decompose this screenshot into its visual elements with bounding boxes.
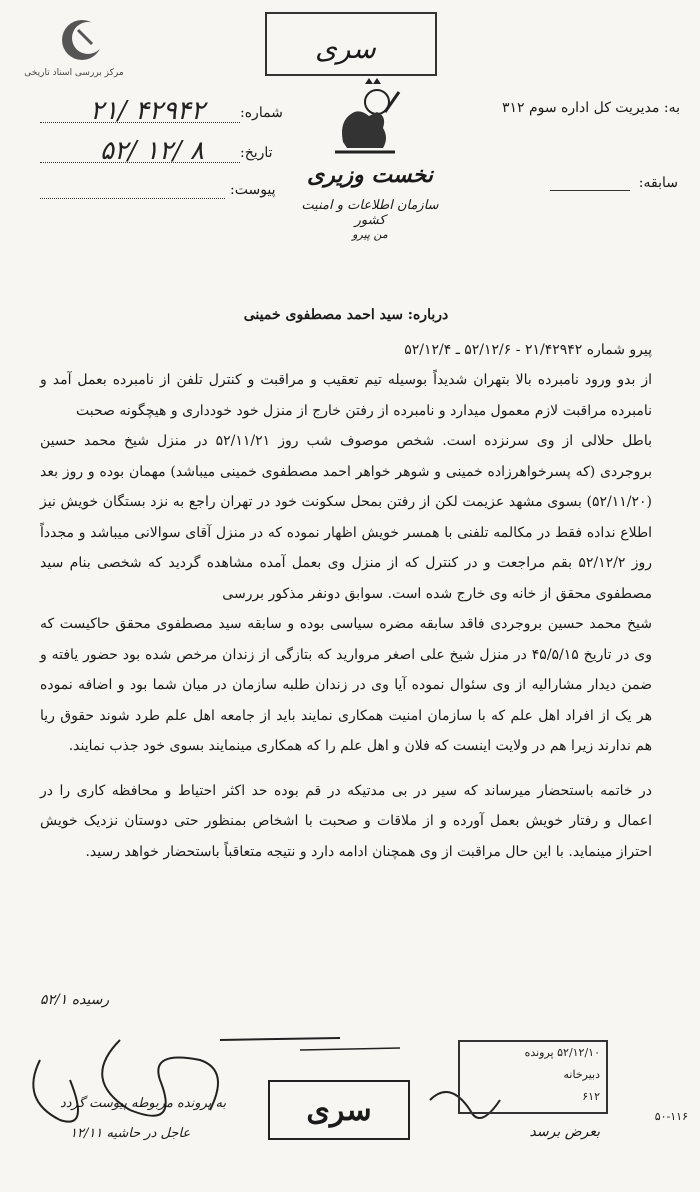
crescent-logo-icon (58, 18, 110, 62)
stamp-line-3: ۶۱۲ (582, 1090, 600, 1103)
ministry-title: نخست وزیری (307, 162, 433, 188)
letter-body (40, 300, 652, 867)
note-left-2: عاجل در حاشیه ۱۲/۱۱ (70, 1126, 191, 1141)
reference-underline (550, 190, 630, 191)
attachment-underline (40, 198, 225, 199)
reference-label: سابقه: (638, 175, 678, 191)
paragraph-3: شیخ محمد حسین بروجردی فاقد سابقه مضره سیاسی بوده و سابقه سید مصطفوی محقق حاکیست که وی در تاریخ ۴۵/۵/۱۵ در منزل شیخ علی اصغر مروارید که بتازگی از زندان مرخص شده بود حضور یافته و ضمن دیدار مشارالیه از وی سئوال نموده آیا وی در زندان طلبه سازمان در میان شما بود و اضافه نموده هر یک از افراد اهل علم که با سازمان امنیت همکاری نمایند باید از جامعه اهل علم طرد شوند حقوق ریا هم ندارند زیرا هم در ولایت اینست که فلان و اهل علم را که همکاری مینمایند بسوی خود جذب نمایند. (40, 616, 652, 754)
archive-logo (14, 18, 134, 88)
ending-note: رسیده ۵۲/۱ (40, 992, 110, 1008)
recipient-line: به: مدیریت کل اداره سوم ۳۱۲ (501, 100, 680, 116)
date-label: تاریخ: (240, 145, 273, 161)
logo-caption: مرکز بررسی اسناد تاریخی (24, 68, 124, 78)
organization-name: سازمان اطلاعات و امنیت کشور (301, 198, 439, 228)
stamp-line-1: ۵۲/۱۲/۱۰ پرونده (524, 1046, 600, 1059)
lion-and-sun-emblem-icon (325, 72, 405, 160)
secret-stamp: سری (268, 1080, 410, 1140)
stamp-line-2: دبیرخانه (563, 1068, 600, 1081)
number-value: ۲۱/ ۴۲۹۴۲ (90, 96, 205, 126)
number-underline (40, 122, 240, 123)
note-left-1: به پرونده مربوطه پیوست گردد (60, 1096, 227, 1111)
number-label: شماره: (240, 105, 283, 121)
paragraph-1: از بدو ورود نامبرده بالا بتهران شدیداً بوسیله تیم تعقیب و مراقبت و کنترل تلفن از نامبرده بعمل آمد و نامبرده مراقبت لازم معمول میدارد و نامبرده از رفتن خارج از منزل خود خودداری و هیچگونه صحبت (40, 372, 652, 419)
letter-subject: درباره: سید احمد مصطفوی خمینی (243, 307, 449, 323)
registry-stamp (458, 1040, 608, 1114)
paragraph-2: باطل حلالی از وی سرنزده است. شخص موصوف شب روز ۵۲/۱۱/۲۱ در منزل شیخ محمد حسین بروجردی (که پسرخواهرزاده خمینی و شوهر خواهر احمد مصطفوی خمینی میباشد) مهمان بوده و روز بعد (۵۲/۱۱/۲۰) بسوی مشهد عزیمت لکن از رفتن بمحل سکونت خود در تهران راجع به نزد بستگان خویش نیز اطلاع نداده فقط در مکالمه تلفنی با همسر خویش اظهار نموده که در منزل آقای سوالانی میباشد و مجدداً روز ۵۲/۱۲/۲ بقم مراجعت و در کنترل که از منزل وی بعمل آمده مشاهده گردید که شخصی بنام سید مصطفوی محقق از خانه وی خارج شده است. سوابق دونفر مذکور بررسی (40, 433, 653, 602)
classification-label: سری (315, 32, 376, 65)
classification-box (265, 12, 437, 76)
paragraph-4: در خاتمه باستحضار میرساند که سیر در بی مدتیکه در قم بوده حد اکثر احتیاط و محافظه کاری را در اعمال و رفتار خویش بعمل آورده و از ملاقات و صحبت با اشخاص بمنظور حتی دوستان نزدیک خویش احتراز مینماید. با این حال مراقبت از وی همچنان ادامه دارد و نتیجه متعاقباً باستحضار خواهد رسید. (40, 782, 652, 860)
date-value: ۵۲/ ۱۲/ ۸ (100, 136, 204, 166)
reference-line: پیرو شماره ۲۱/۴۲۹۴۲ - ۵۲/۱۲/۶ ـ ۵۲/۱۲/۴ (404, 341, 652, 358)
document-code: ۵۰-۱۱۶ (654, 1110, 688, 1123)
note-right: بعرض برسد (529, 1124, 600, 1140)
attachment-label: پیوست: (230, 182, 276, 198)
department-line: من پیرو (352, 228, 388, 241)
date-underline (40, 162, 240, 163)
